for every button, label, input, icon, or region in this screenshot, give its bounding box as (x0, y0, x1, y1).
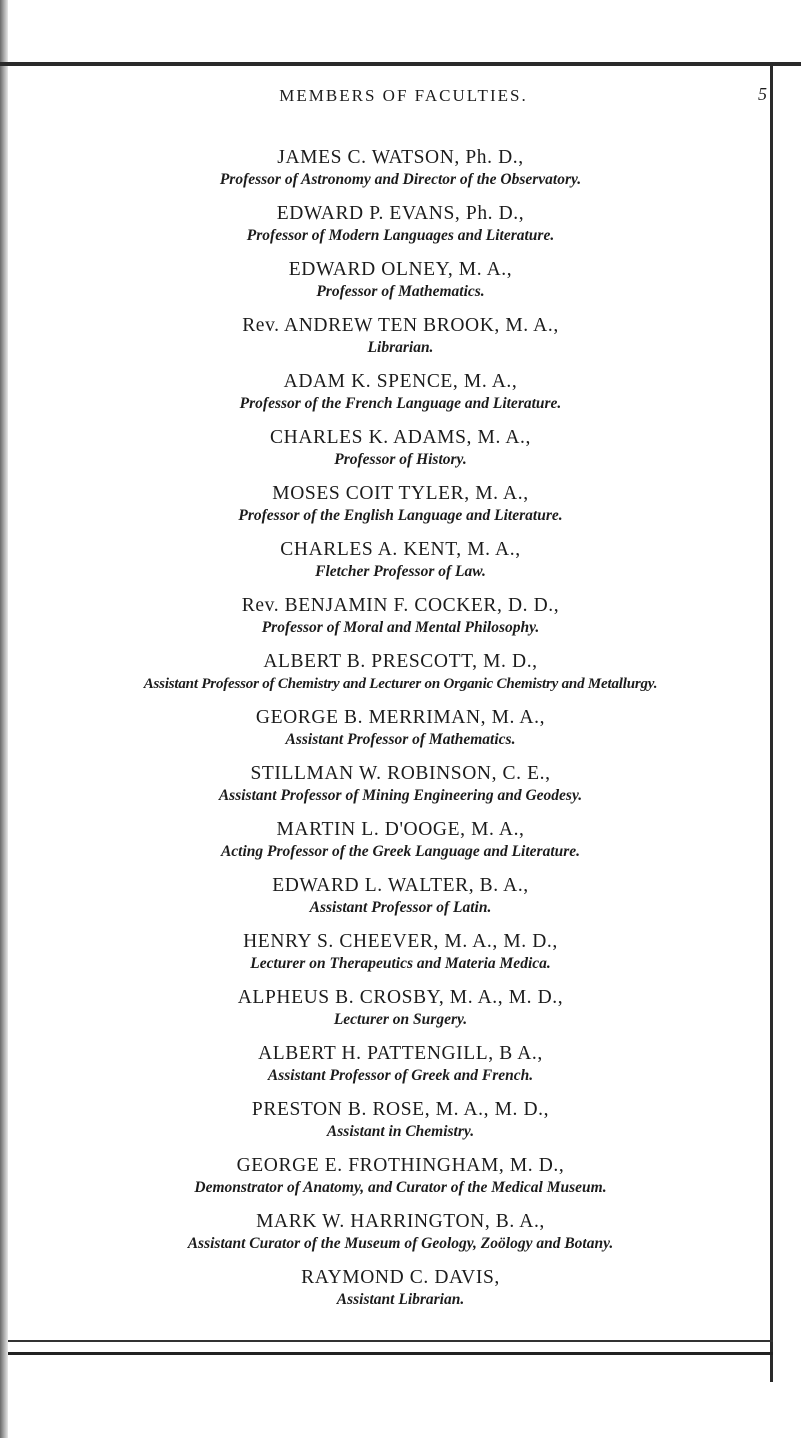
faculty-entry (0, 538, 801, 582)
faculty-entry (0, 1266, 801, 1310)
faculty-title: Demonstrator of Anatomy, and Curator of the Medical Museum. (194, 1179, 607, 1196)
faculty-title: Professor of History. (334, 451, 467, 468)
faculty-title: Librarian. (367, 339, 434, 356)
faculty-title: Lecturer on Surgery. (333, 1011, 468, 1028)
faculty-entry (0, 762, 801, 806)
faculty-entry (0, 370, 801, 414)
faculty-entry (0, 650, 801, 694)
faculty-title: Professor of Mathematics. (316, 283, 485, 300)
faculty-name: CHARLES A. KENT, M. A., (280, 539, 521, 560)
faculty-name: HENRY S. CHEEVER, M. A., M. D., (243, 931, 558, 952)
faculty-entry (0, 1154, 801, 1198)
faculty-name: MARK W. HARRINGTON, B. A., (256, 1211, 545, 1232)
faculty-entry (0, 1042, 801, 1086)
faculty-name: RAYMOND C. DAVIS, (301, 1267, 500, 1288)
faculty-name: ALBERT B. PRESCOTT, M. D., (263, 651, 538, 672)
faculty-title: Assistant in Chemistry. (326, 1123, 475, 1140)
faculty-title: Assistant Librarian. (336, 1291, 465, 1308)
faculty-name: MOSES COIT TYLER, M. A., (272, 483, 529, 504)
faculty-title: Assistant Professor of Latin. (309, 899, 492, 916)
page-header (40, 80, 767, 110)
faculty-name: MARTIN L. D'OOGE, M. A., (276, 819, 525, 840)
faculty-title: Acting Professor of the Greek Language and Literature. (220, 843, 581, 860)
faculty-name: EDWARD P. EVANS, Ph. D., (276, 203, 525, 224)
faculty-name: GEORGE B. MERRIMAN, M. A., (255, 707, 546, 728)
faculty-entry (0, 146, 801, 190)
faculty-name: EDWARD L. WALTER, B. A., (272, 875, 529, 896)
faculty-title: Assistant Professor of Greek and French. (267, 1067, 534, 1084)
faculty-list (0, 146, 801, 1322)
page-frame-bottom-rule-outer (8, 1352, 773, 1355)
faculty-name: EDWARD OLNEY, M. A., (288, 259, 513, 280)
faculty-title: Professor of Modern Languages and Literature. (246, 227, 555, 244)
faculty-name: JAMES C. WATSON, Ph. D., (277, 147, 524, 168)
faculty-title: Lecturer on Therapeutics and Materia Medica. (250, 955, 551, 972)
faculty-title: Professor of the French Language and Literature. (239, 395, 562, 412)
faculty-title: Assistant Professor of Chemistry and Lecturer on Organic Chemistry and Metallurgy. (143, 676, 658, 692)
faculty-name: ALPHEUS B. CROSBY, M. A., M. D., (237, 987, 564, 1008)
faculty-entry (0, 874, 801, 918)
faculty-title: Assistant Professor of Mining Engineering and Geodesy. (218, 787, 583, 804)
page-frame-bottom-rule (8, 1340, 773, 1342)
faculty-entry (0, 930, 801, 974)
faculty-entry (0, 426, 801, 470)
faculty-name: CHARLES K. ADAMS, M. A., (270, 427, 531, 448)
faculty-name: STILLMAN W. ROBINSON, C. E., (250, 763, 551, 784)
faculty-entry (0, 482, 801, 526)
faculty-entry (0, 1098, 801, 1142)
faculty-title: Assistant Curator of the Museum of Geology, Zoölogy and Botany. (187, 1235, 614, 1252)
faculty-title: Professor of Astronomy and Director of the Observatory. (219, 171, 582, 188)
page-number: 5 (758, 84, 767, 104)
faculty-title: Assistant Professor of Mathematics. (285, 731, 516, 748)
faculty-entry (0, 818, 801, 862)
faculty-name: ALBERT H. PATTENGILL, B A., (258, 1043, 543, 1064)
faculty-entry (0, 1210, 801, 1254)
faculty-entry (0, 258, 801, 302)
page-frame-top-rule (0, 62, 801, 66)
faculty-title: Professor of the English Language and Literature. (238, 507, 563, 524)
faculty-entry (0, 706, 801, 750)
faculty-entry (0, 986, 801, 1030)
faculty-name: Rev. BENJAMIN F. COCKER, D. D., (241, 595, 560, 616)
faculty-name: Rev. ANDREW TEN BROOK, M. A., (242, 315, 559, 336)
faculty-entry (0, 314, 801, 358)
faculty-entry (0, 202, 801, 246)
faculty-title: Fletcher Professor of Law. (315, 563, 486, 580)
faculty-name: PRESTON B. ROSE, M. A., M. D., (251, 1099, 550, 1120)
faculty-entry (0, 594, 801, 638)
faculty-title: Professor of Moral and Mental Philosophy. (261, 619, 540, 636)
faculty-name: GEORGE E. FROTHINGHAM, M. D., (236, 1155, 565, 1176)
faculty-name: ADAM K. SPENCE, M. A., (283, 371, 518, 392)
running-head: MEMBERS OF FACULTIES. (279, 86, 528, 105)
